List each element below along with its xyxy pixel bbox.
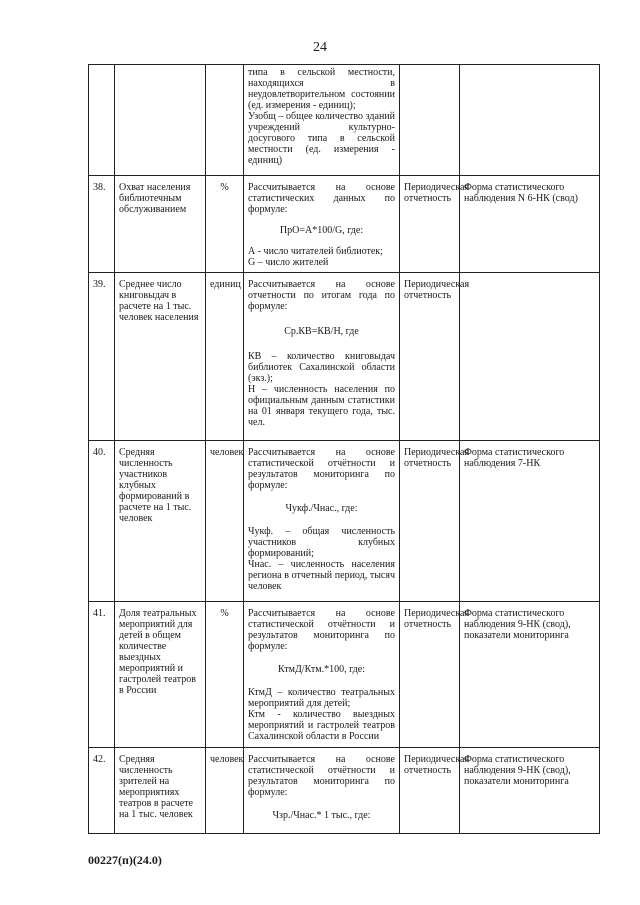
calculation-method (244, 176, 400, 273)
cell-unit (206, 65, 244, 176)
formula: Ср.КВ=КВ/Н, где (284, 326, 359, 337)
formula: Чзр./Чнас.* 1 тыс., где: (272, 810, 371, 821)
unit-of-measure: % (206, 176, 244, 273)
row-number: 38. (89, 176, 115, 273)
unit-of-measure: человек (206, 441, 244, 602)
calculation-method (244, 602, 400, 748)
cell-name (115, 65, 206, 176)
table-row-continuation (89, 65, 600, 176)
row-number: 41. (89, 602, 115, 748)
definition: Чнас. – численность населения региона в отчетный период, тысяч человек (248, 559, 395, 592)
definition: Ктм - количество выездных мероприятий и гастролей театров Сахалинской области в России (248, 709, 395, 742)
reporting-period: Периодическая отчетность (400, 748, 460, 834)
formula: Чукф./Чнас., где: (285, 503, 358, 514)
data-source: Форма статистического наблюдения 9-НК (свод), показатели мониторинга (460, 748, 600, 834)
definition: G – число жителей (248, 257, 329, 268)
definition: КВ – количество книговыдач библиотек Сахалинской области (экз.); (248, 351, 395, 384)
method-intro: Рассчитывается на основе статистических данных по формуле: (248, 182, 395, 215)
data-source: Форма статистического наблюдения 7-НК (460, 441, 600, 602)
definition: КтмД – количество театральных мероприятий для детей; (248, 687, 395, 709)
reporting-period: Периодическая отчетность (400, 176, 460, 273)
indicator-name: Средняя численность зрителей на мероприятиях театров в расчете на 1 тыс. человек (115, 748, 206, 834)
page-number: 24 (313, 40, 327, 55)
definition: А - число читателей библиотек; (248, 246, 383, 257)
row-number: 39. (89, 273, 115, 441)
table-row (89, 748, 600, 834)
reporting-period: Периодическая отчетность (400, 273, 460, 441)
table-row (89, 441, 600, 602)
cell-period (400, 65, 460, 176)
cell-num (89, 65, 115, 176)
method-intro: Рассчитывается на основе отчетности по итогам года по формуле: (248, 279, 395, 312)
unit-of-measure: человек (206, 748, 244, 834)
indicators-table (88, 64, 600, 834)
method-intro: Рассчитывается на основе статистической отчётности и результатов мониторинга по формуле: (248, 608, 395, 652)
method-text: типа в сельской местности, находящихся в неудовлетворительном состоянии (ед. измерения - единиц); (248, 67, 395, 111)
calculation-method (244, 748, 400, 834)
reporting-period: Периодическая отчетность (400, 602, 460, 748)
indicator-name: Доля театральных мероприятий для детей в общем количестве выездных мероприятий и гастролей театров в России (115, 602, 206, 748)
row-number: 42. (89, 748, 115, 834)
unit-of-measure: единиц (206, 273, 244, 441)
data-source: Форма статистического наблюдения N 6-НК (свод) (460, 176, 600, 273)
data-source (460, 273, 600, 441)
table-row (89, 176, 600, 273)
cell-source (460, 65, 600, 176)
calculation-method (244, 441, 400, 602)
formula: КтмД/Ктм.*100, где: (278, 664, 365, 675)
method-intro: Рассчитывается на основе статистической отчётности и результатов мониторинга по формуле: (248, 754, 395, 798)
document-code: 00227(п)(24.0) (88, 853, 162, 867)
calculation-method (244, 273, 400, 441)
cell-method (244, 65, 400, 176)
table-row (89, 602, 600, 748)
table-row (89, 273, 600, 441)
data-source: Форма статистического наблюдения 9-НК (свод), показатели мониторинга (460, 602, 600, 748)
reporting-period: Периодическая отчетность (400, 441, 460, 602)
indicator-name: Охват населения библиотечным обслуживанием (115, 176, 206, 273)
indicator-name: Среднее число книговыдач в расчете на 1 тыс. человек населения (115, 273, 206, 441)
definition: Чукф. – общая численность участников клубных формирований; (248, 526, 395, 559)
unit-of-measure: % (206, 602, 244, 748)
indicator-name: Средняя численность участников клубных формирований в расчете на 1 тыс. человек (115, 441, 206, 602)
row-number: 40. (89, 441, 115, 602)
formula: ПрО=А*100/G, где: (279, 225, 364, 236)
method-intro: Рассчитывается на основе статистической отчётности и результатов мониторинга по формуле: (248, 447, 395, 491)
definition: Н – численность населения по официальным данным статистики на 01 января текущего года, тыс. чел. (248, 384, 395, 428)
method-text: Узобщ – общее количество зданий учреждений культурно-досугового типа в сельской местности (ед. измерения - единиц) (248, 111, 395, 166)
